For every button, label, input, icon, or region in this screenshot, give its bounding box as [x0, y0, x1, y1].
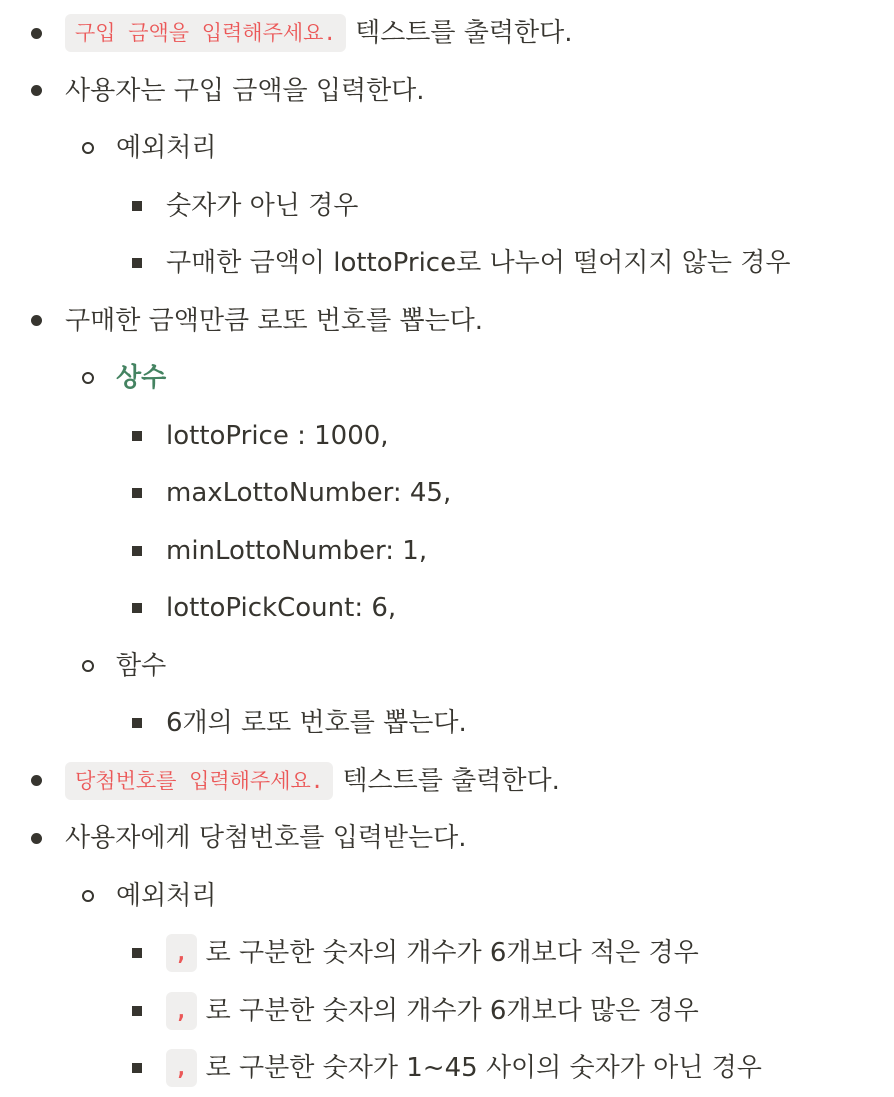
bullet-square-icon: [132, 201, 142, 211]
list-item-text: 로 구분한 숫자의 개수가 6개보다 적은 경우: [205, 938, 699, 968]
bullet-circle-icon: [82, 142, 94, 154]
list-item: [0, 464, 894, 522]
list-item: [0, 579, 894, 637]
list-item-text: 숫자가 아닌 경우: [166, 190, 359, 221]
bullet-disc-icon: [31, 775, 42, 786]
list-item: [0, 407, 894, 465]
list-item-text: 예외처리: [116, 133, 217, 163]
list-item: [0, 694, 894, 752]
list-item-content: [166, 934, 699, 972]
list-item-content: [116, 650, 166, 682]
list-item-content: [65, 305, 483, 337]
list-item-content: [166, 992, 699, 1030]
list-item-content: [65, 822, 467, 854]
list-item: [0, 637, 894, 695]
list-item-content: [116, 132, 216, 164]
bullet-circle-icon: [82, 372, 94, 384]
list-item-content: [166, 592, 396, 624]
list-item-content: [116, 880, 216, 912]
bullet-disc-icon: [31, 315, 42, 326]
bullet-square-icon: [132, 546, 142, 556]
list-item-text: 로 구분한 숫자가 1~45 사이의 숫자가 아닌 경우: [205, 1053, 762, 1083]
list-item: [0, 234, 894, 292]
list-item: [0, 867, 894, 925]
list-item-content: [166, 707, 467, 739]
list-item-content: [65, 14, 573, 52]
list-item-text: 예외처리: [116, 880, 217, 911]
list-item-content: [166, 477, 451, 509]
bullet-square-icon: [132, 718, 142, 728]
list-item-text: 상수: [116, 363, 167, 393]
list-item-text: 구매한 금액이 lottoPrice로 나누어 떨어지지 않는 경우: [166, 248, 791, 278]
list-item-text: 로 구분한 숫자의 개수가 6개보다 많은 경우: [205, 995, 699, 1026]
list-item: [0, 62, 894, 120]
bullet-square-icon: [132, 488, 142, 498]
list-item: [0, 292, 894, 350]
bullet-square-icon: [132, 1006, 142, 1016]
inline-code: ,: [166, 992, 197, 1030]
list-item: [0, 349, 894, 407]
inline-code: 구입 금액을 입력해주세요.: [65, 14, 346, 52]
bullet-circle-icon: [82, 660, 94, 672]
list-item-content: [166, 420, 389, 452]
bullet-square-icon: [132, 603, 142, 613]
list-item: [0, 809, 894, 867]
list-item: [0, 924, 894, 982]
list-item-content: [166, 1049, 762, 1087]
list-item: [0, 1039, 894, 1097]
list-item: [0, 119, 894, 177]
list-item-text: 함수: [116, 650, 167, 681]
inline-code: ,: [166, 1049, 197, 1087]
bullet-square-icon: [132, 258, 142, 268]
bullet-disc-icon: [31, 833, 42, 844]
inline-code: ,: [166, 934, 197, 972]
list-item: [0, 752, 894, 810]
list-item-text: 텍스트를 출력한다.: [355, 18, 573, 48]
bullet-circle-icon: [82, 890, 94, 902]
list-item-text: 텍스트를 출력한다.: [342, 765, 560, 796]
list-item-text: 사용자에게 당첨번호를 입력받는다.: [65, 823, 467, 853]
inline-code: 당첨번호를 입력해주세요.: [65, 762, 333, 800]
bullet-disc-icon: [31, 85, 42, 96]
list-item: [0, 177, 894, 235]
list-item-content: [65, 762, 560, 800]
list-item-content: [166, 190, 358, 222]
list-item-text: 6개의 로또 번호를 뽑는다.: [166, 708, 467, 738]
list-item-text: lottoPickCount: 6,: [166, 593, 397, 623]
list-item-content: [65, 75, 425, 107]
bullet-square-icon: [132, 948, 142, 958]
list-item-content: [166, 247, 791, 279]
list-item: [0, 522, 894, 580]
bullet-disc-icon: [31, 28, 42, 39]
list-item-text: 사용자는 구입 금액을 입력한다.: [65, 75, 425, 106]
list-item-text: 구매한 금액만큼 로또 번호를 뽑는다.: [65, 305, 484, 336]
list-item-content: [166, 535, 427, 567]
list-item-text: maxLottoNumber: 45,: [166, 478, 452, 508]
list-item-text: lottoPrice : 1000,: [166, 420, 389, 451]
bullet-square-icon: [132, 431, 142, 441]
list-item: [0, 4, 894, 62]
list-item-text: minLottoNumber: 1,: [166, 535, 428, 566]
list-item-content: [116, 362, 166, 394]
list-item: [0, 982, 894, 1040]
